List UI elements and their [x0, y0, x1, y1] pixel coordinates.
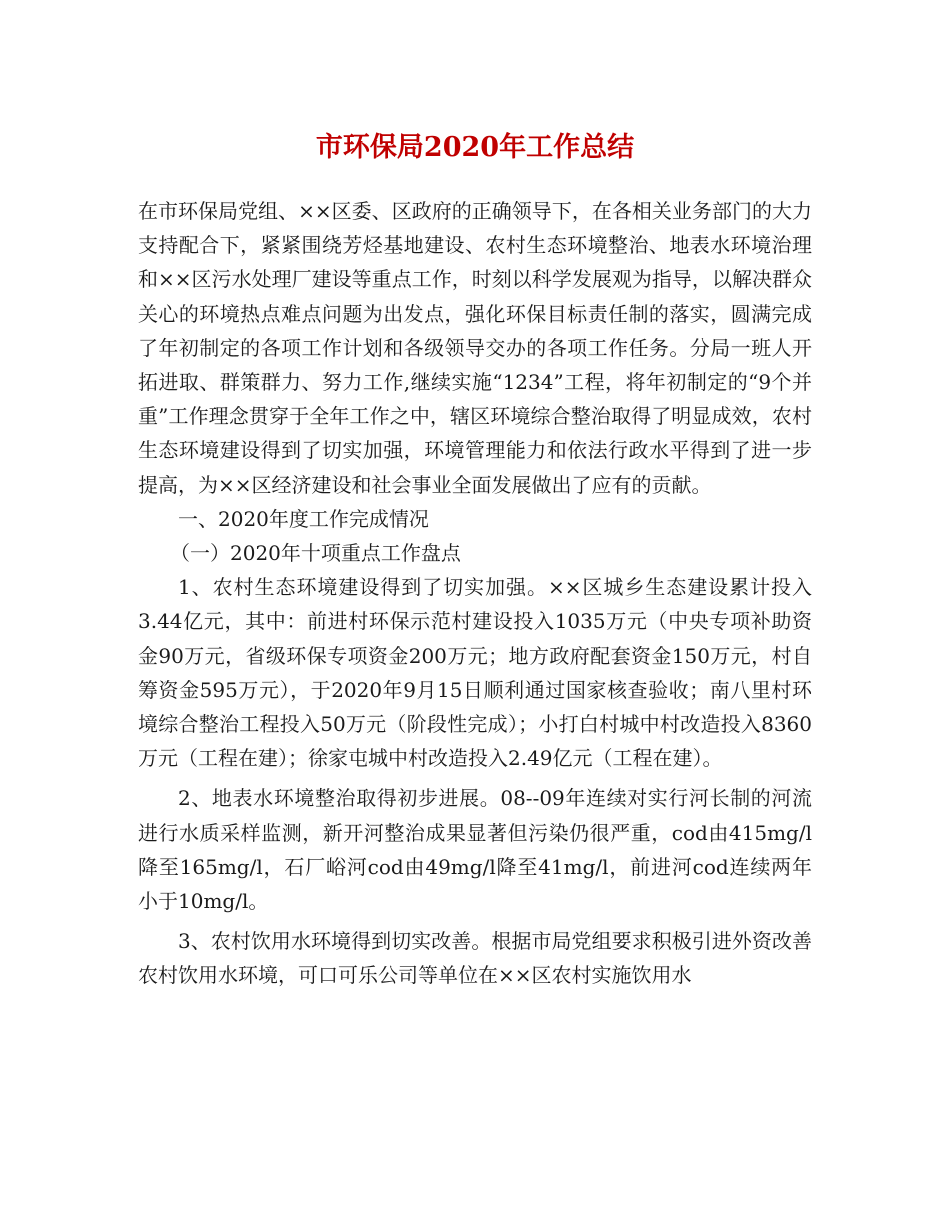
section-heading: 一、2020年度工作完成情况	[178, 506, 429, 531]
intro-paragraph: 在市环保局党组、××区委、区政府的正确领导下，在各相关业务部门的大力支持配合下，紧紧围绕芳烃基地建设、农村生态环境整治、地表水环境治理和××区污水处理厂建设等重点工作，时刻以科学发展观为指导，以解决群众关心的环境热点难点问题为出发点，强化环保目标责任制的落实，圆满完成了年初制定的各项工作计划和各级领导交办的各项工作任务。分局一班人开拓进取、群策群力、努力工作,继续实施“1234”工程，将年初制定的“9个并重”工作理念贯穿于全年工作之中，辖区环境综合整治取得了明显成效，农村生态环境建设得到了切实加强，环境管理能力和依法行政水平得到了进一步提高，为××区经济建设和社会事业全面发展做出了应有的贡献。	[138, 199, 812, 497]
item-paragraph-2: 2、地表水环境整治取得初步进展。08--09年连续对实行河长制的河流进行水质采样监测，新开河整治成果显著但污染仍很严重，cod由415mg/l降至165mg/l，石厂峪河cod由49mg/l降至41mg/l，前进河cod连续两年小于10mg/l。	[138, 786, 812, 914]
item-paragraph-3: 3、农村饮用水环境得到切实改善。根据市局党组要求积极引进外资改善农村饮用水环境，可口可乐公司等单位在××区农村实施饮用水	[138, 929, 812, 988]
subsection-heading: （一）2020年十项重点工作盘点	[170, 541, 461, 566]
item-paragraph-1: 1、农村生态环境建设得到了切实加强。××区城乡生态建设累计投入3.44亿元，其中：前进村环保示范村建设投入1035万元（中央专项补助资金90万元，省级环保专项资金200万元；地方政府配套资金150万元，村自筹资金595万元），于2020年9月15日顺利通过国家核查验收；南八里村环境综合整治工程投入50万元（阶段性完成）；小打白村城中村改造投入8360万元（工程在建）；徐家屯城中村改造投入2.49亿元（工程在建）。	[138, 575, 812, 771]
document-title: 市环保局2020年工作总结	[315, 132, 635, 163]
